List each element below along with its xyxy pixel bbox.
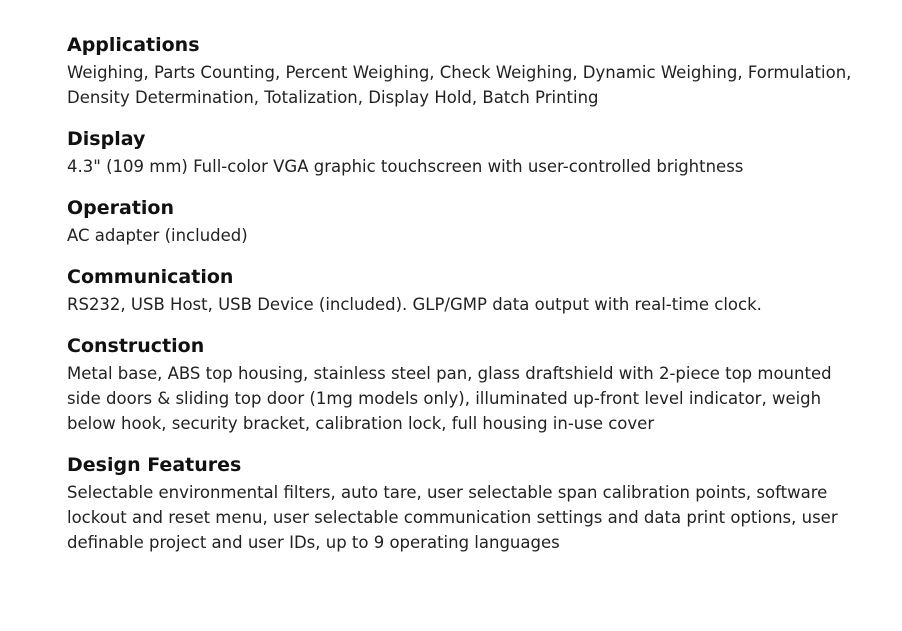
spec-section-design-features — [67, 453, 857, 555]
spec-description — [67, 361, 857, 436]
spec-line: Metal base, ABS top housing, stainless steel pan, glass draftshield with 2-piece top mounted — [67, 364, 832, 383]
spec-line: Weighing, Parts Counting, Percent Weighing, Check Weighing, Dynamic Weighing, Formulation, — [67, 63, 852, 82]
spec-description — [67, 480, 857, 555]
spec-description — [67, 292, 857, 317]
spec-line: lockout and reset menu, user selectable communication settings and data print options, user — [67, 508, 838, 527]
spec-title: Construction — [67, 335, 205, 357]
spec-section-applications — [67, 33, 857, 110]
spec-section-display — [67, 127, 857, 179]
spec-title: Communication — [67, 266, 234, 288]
spec-title: Operation — [67, 197, 175, 219]
spec-line: side doors & sliding top door (1mg models only), illuminated up-front level indicator, weigh — [67, 389, 822, 408]
specifications-list — [67, 33, 857, 572]
spec-section-operation — [67, 196, 857, 248]
spec-description — [67, 60, 857, 110]
spec-title: Design Features — [67, 454, 242, 476]
spec-line: AC adapter (included) — [67, 226, 248, 245]
spec-line: RS232, USB Host, USB Device (included). GLP/GMP data output with real-time clock. — [67, 295, 762, 314]
spec-description — [67, 223, 857, 248]
spec-line: Density Determination, Totalization, Display Hold, Batch Printing — [67, 88, 599, 107]
spec-line: Selectable environmental filters, auto tare, user selectable span calibration points, software — [67, 483, 828, 502]
spec-description — [67, 154, 857, 179]
spec-title: Display — [67, 128, 146, 150]
spec-section-communication — [67, 265, 857, 317]
spec-title: Applications — [67, 34, 200, 56]
spec-line: 4.3" (109 mm) Full-color VGA graphic touchscreen with user-controlled brightness — [67, 157, 744, 176]
spec-line: definable project and user IDs, up to 9 operating languages — [67, 533, 560, 552]
spec-line: below hook, security bracket, calibration lock, full housing in-use cover — [67, 414, 655, 433]
spec-section-construction — [67, 334, 857, 436]
